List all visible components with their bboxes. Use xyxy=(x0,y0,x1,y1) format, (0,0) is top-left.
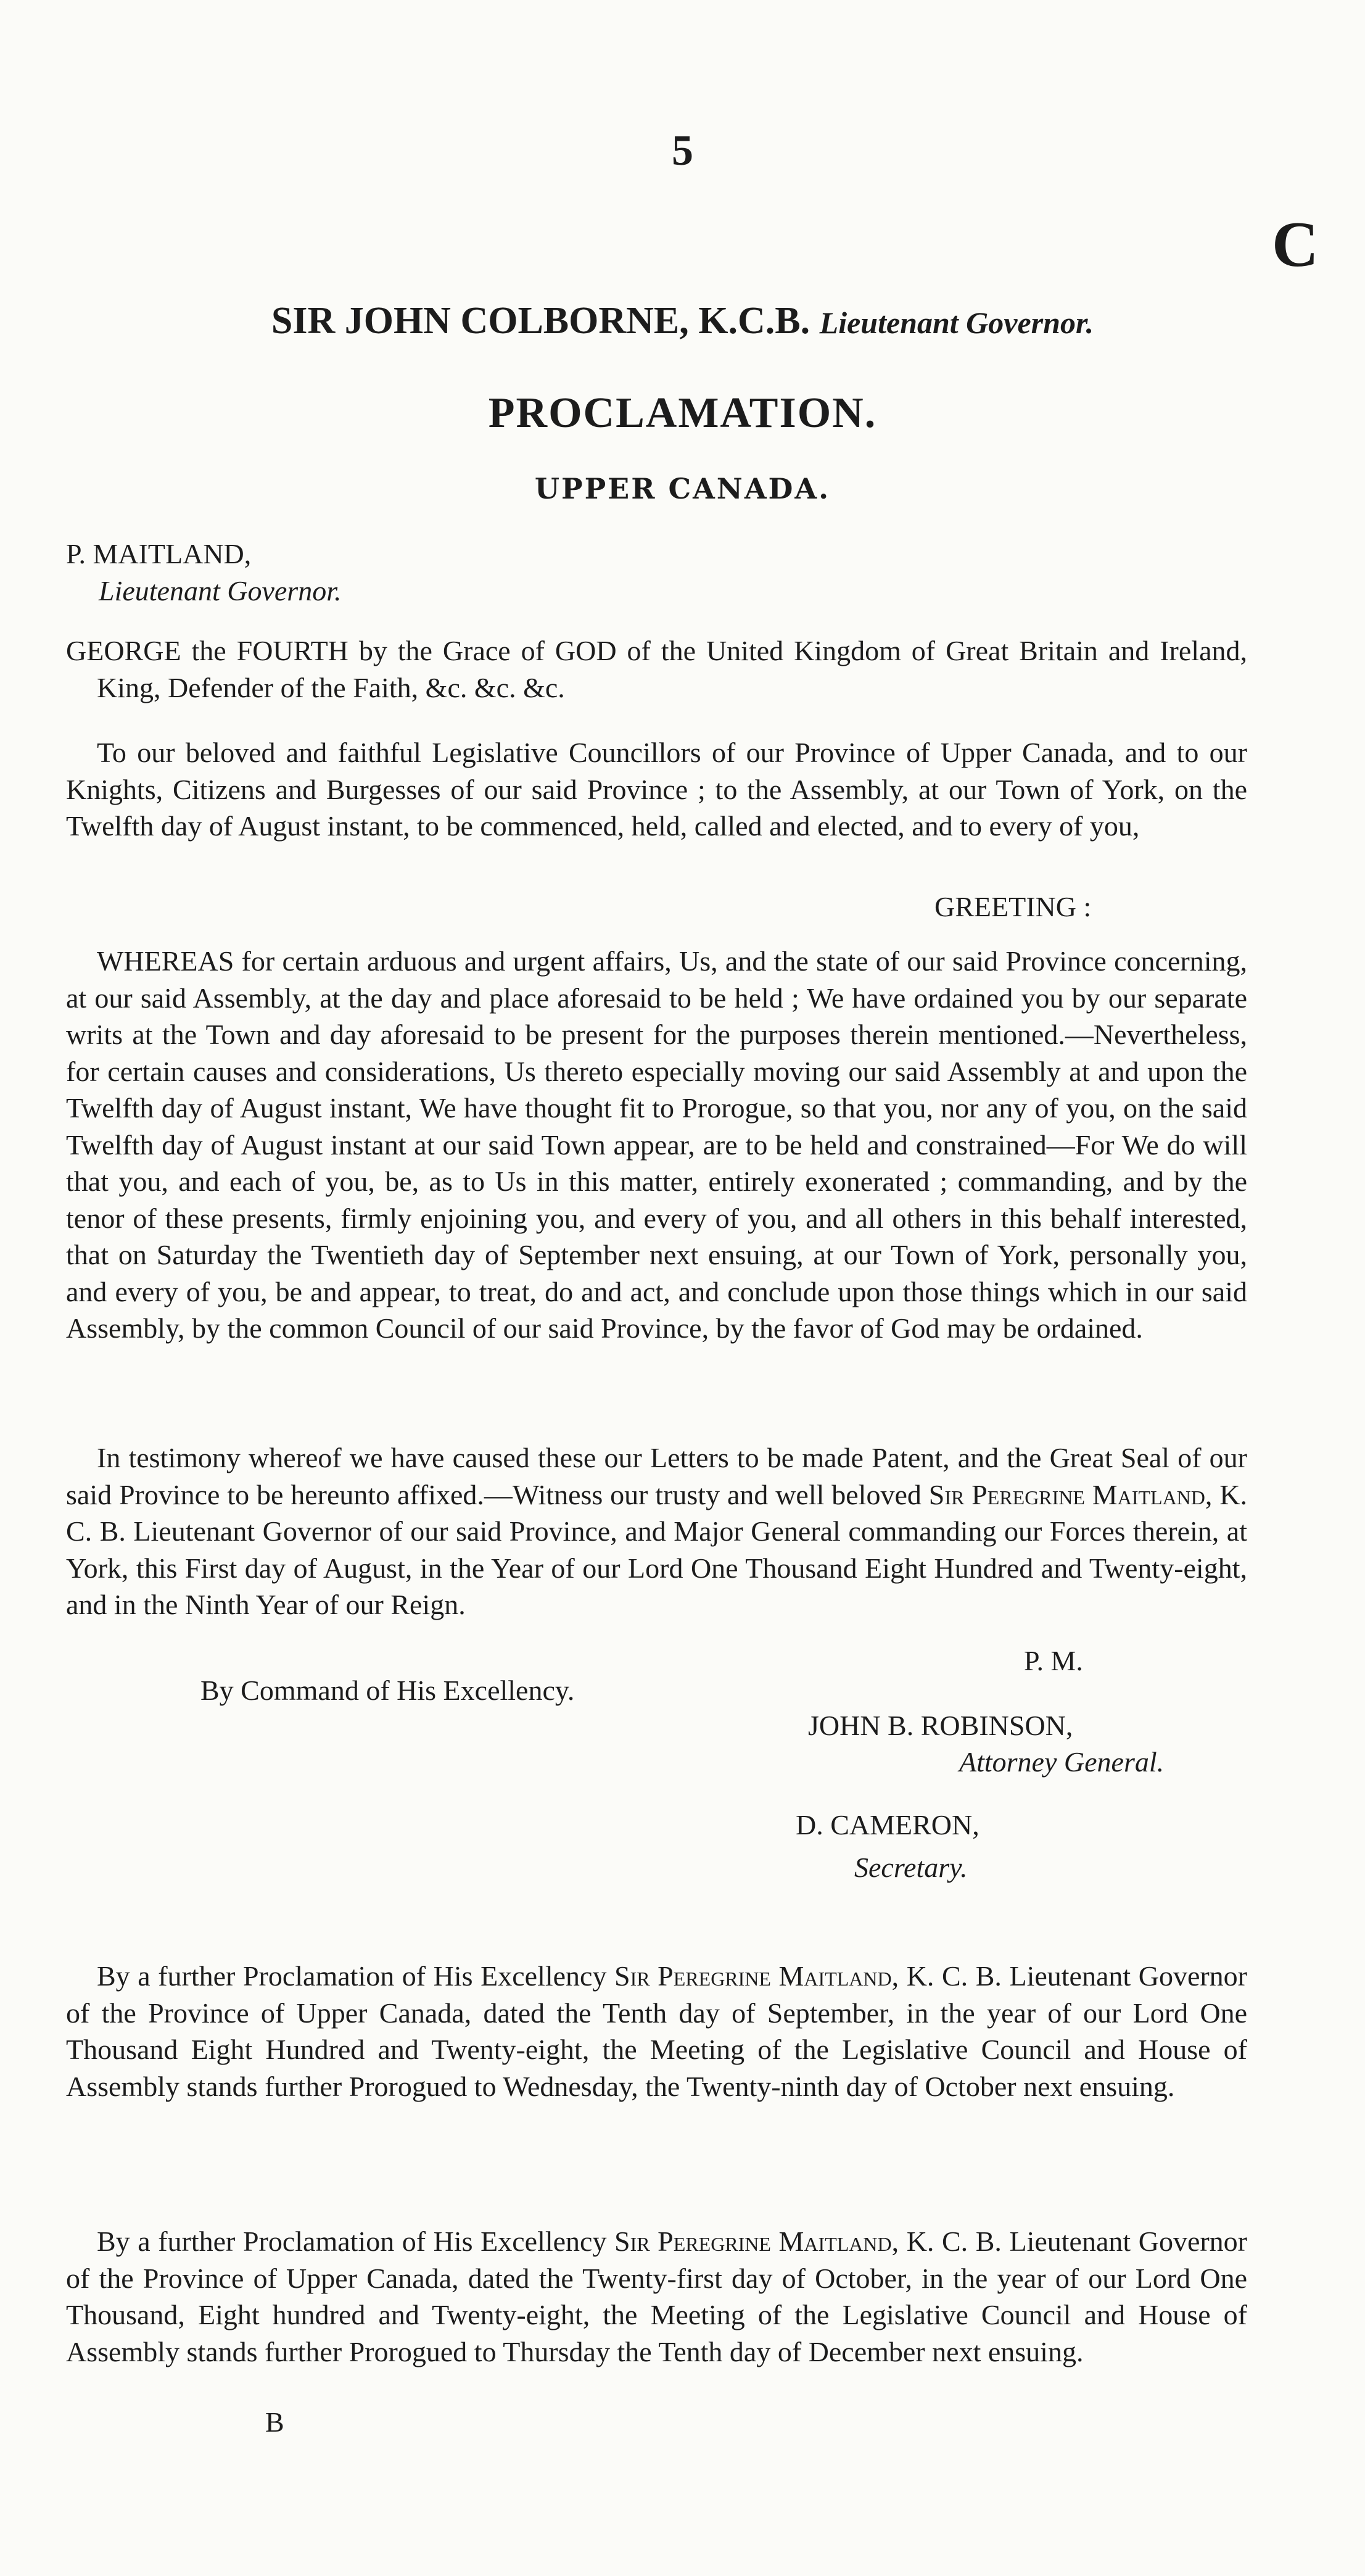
testimony-text-2: K. C. B. Lieutenant Governor of our said Province, and Major General commanding our Forces therein, at York, this First day of August, in the Year of our Lord One Thousand Eight Hundred and Twenty-eight, and in the Ninth Year of our Reign. xyxy=(66,1478,1247,1620)
body-paragraph: WHEREAS for certain arduous and urgent affairs, Us, and the state of our said Province concerning, at our said Assembly, at the day and place aforesaid to be held ; We have ordained you by our separate writs at the Town and day aforesaid to be present for the purposes therein mentioned.—Nevertheless, for certain causes and considerations, Us thereto especially moving our said Assembly at and upon the Twelfth day of August instant, We have thought fit to Prorogue, so that you, nor any of you, on the said Twelfth day of August instant at our said Town appear, are to be held and constrained—For We do will that you, and each of you, be, as to Us in this matter, entirely exonerated ; commanding, and by the tenor of these presents, firmly enjoining you, and every of you, and all others in this behalf interested, that on Saturday the Twentieth day of September next ensuing, at our Town of York, personally you, and every of you, be and appear, to treat, do and act, and conclude upon those things which in our said Assembly, by the common Council of our said Province, by the favor of God may be ordained. xyxy=(66,945,1247,1344)
testimony-text-1: In testimony whereof we have caused these our Letters to be made Patent, and the Great Seal of our said Province to be hereunto affixed.—Witness our trusty and well beloved xyxy=(66,1442,1247,1510)
governor-heading xyxy=(0,299,1365,343)
notice1-text-1: By a further Proclamation of His Excellency xyxy=(97,1960,615,1992)
secretary-name: D. CAMERON, xyxy=(796,1809,979,1841)
royal-style: GEORGE the FOURTH by the Grace of GOD of the United Kingdom of Great Britain and Ireland, King, Defender of the Faith, &c. &c. &c. xyxy=(66,635,1247,703)
command-line: By Command of His Excellency. xyxy=(200,1675,575,1706)
notice2-text-1: By a further Proclamation of His Excellency xyxy=(97,2226,615,2257)
signer-name: P. MAITLAND, xyxy=(66,538,252,569)
address-paragraph: To our beloved and faithful Legislative Councillors of our Province of Upper Canada, and to our Knights, Citizens and Burgesses of our said Province ; to the Assembly, at our Town of York, on the Twelfth day of August instant, to be commenced, held, called and elected, and to every of you, xyxy=(66,737,1247,842)
notice1-name: Sir Peregrine Maitland, xyxy=(614,1960,899,1992)
secretary-title: Secretary. xyxy=(854,1852,968,1883)
prorogation-notice-1 xyxy=(66,1958,1247,2105)
prorogation-notice-2 xyxy=(66,2223,1247,2370)
signer-title: Lieutenant Governor. xyxy=(99,575,342,607)
governor-title: Lieutenant Governor. xyxy=(819,305,1094,340)
region-heading: UPPER CANADA. xyxy=(534,472,831,505)
signature-letter: C xyxy=(1272,208,1319,280)
testimony-name: Sir Peregrine Maitland, xyxy=(928,1478,1213,1510)
attorney-title: Attorney General. xyxy=(959,1746,1165,1778)
notice1-text-2: K. C. B. Lieutenant Governor of the Province of Upper Canada, dated the Tenth day of September, in the year of our Lord One Thousand Eight Hundred and Twenty-eight, the Meeting of the Legislative Council and House of Assembly stands further Prorogued to Wednesday, the Twenty-ninth day of October next ensuing. xyxy=(66,1960,1247,2102)
page-number: 5 xyxy=(672,127,693,175)
notice2-text-2: K. C. B. Lieutenant Governor of the Province of Upper Canada, dated the Twenty-first day of October, in the year of our Lord One Thousand, Eight hundred and Twenty-eight, the Meeting of the Legislative Council and House of Assembly stands further Prorogued to Thursday the Tenth day of December next ensuing. xyxy=(66,2226,1247,2367)
governor-name: SIR JOHN COLBORNE, K.C.B. xyxy=(271,300,810,342)
notice2-name: Sir Peregrine Maitland, xyxy=(614,2226,899,2257)
initials: P. M. xyxy=(1024,1645,1083,1676)
greeting: GREETING : xyxy=(934,891,1092,922)
proclamation-title: PROCLAMATION. xyxy=(488,389,877,437)
signature-mark: B xyxy=(265,2406,284,2438)
testimony-paragraph xyxy=(66,1439,1247,1623)
attorney-name: JOHN B. ROBINSON, xyxy=(808,1710,1073,1741)
